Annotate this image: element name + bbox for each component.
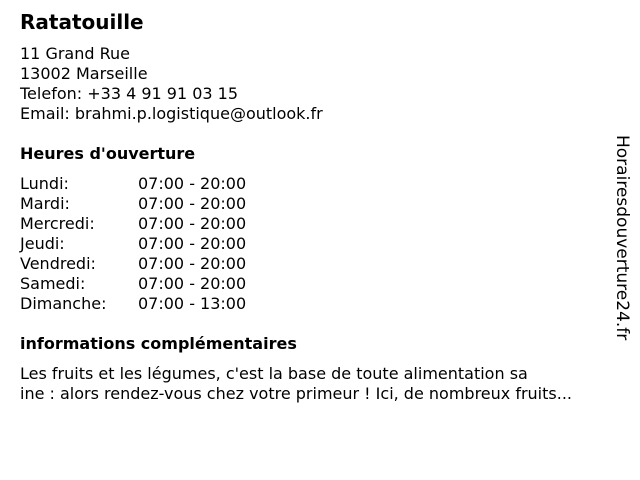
business-name: Ratatouille: [20, 10, 144, 34]
contact-block: [20, 44, 323, 124]
phone-number: Telefon: +33 4 91 91 03 15: [20, 84, 239, 103]
street-address: 11 Grand Rue: [20, 44, 130, 63]
day-label: Jeudi:: [20, 234, 65, 253]
day-label: Dimanche:: [20, 294, 107, 313]
day-label: Mardi:: [20, 194, 70, 213]
day-label: Mercredi:: [20, 214, 95, 233]
time-range: 07:00 - 20:00: [138, 194, 247, 213]
day-label: Lundi:: [20, 174, 69, 193]
site-watermark: Horairesdouverture24.fr: [612, 135, 632, 341]
time-range: 07:00 - 13:00: [138, 294, 247, 313]
day-label: Samedi:: [20, 274, 86, 293]
additional-info-heading: informations complémentaires: [20, 334, 297, 353]
time-range: 07:00 - 20:00: [138, 174, 247, 193]
opening-hours-heading: Heures d'ouverture: [20, 144, 196, 163]
email-address: Email: brahmi.p.logistique@outlook.fr: [20, 104, 323, 123]
description-text: [20, 364, 632, 404]
description-line: ine : alors rendez-vous chez votre primeur ! Ici, de nombreux fruits...: [20, 384, 572, 403]
description-line: Les fruits et les légumes, c'est la base de toute alimentation sa: [20, 364, 528, 383]
time-range: 07:00 - 20:00: [138, 274, 247, 293]
time-range: 07:00 - 20:00: [138, 254, 247, 273]
time-range: 07:00 - 20:00: [138, 234, 247, 253]
day-label: Vendredi:: [20, 254, 96, 273]
city-postcode: 13002 Marseille: [20, 64, 148, 83]
time-range: 07:00 - 20:00: [138, 214, 247, 233]
